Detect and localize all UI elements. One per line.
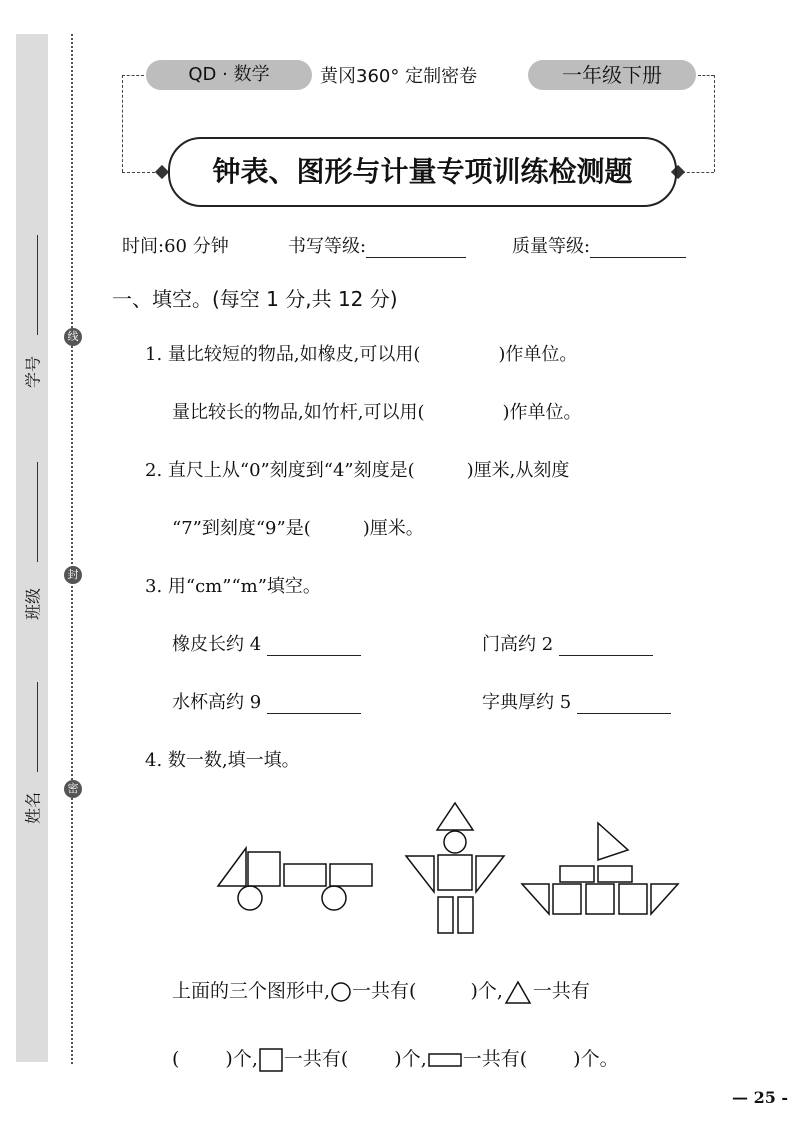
circle-icon [330,981,352,1003]
boat-hull-right [651,884,678,914]
q3-item-cup-label: 水杯高约 9 [172,692,262,713]
q3-item-eraser-label: 橡皮长约 4 [172,634,262,655]
grade-pill: 一年级下册 [528,60,696,90]
quality-grade-label: 质量等级: [512,236,591,257]
page-title: 钟表、图形与计量专项训练检测题 [168,137,677,207]
q1b-text: 量比较长的物品,如竹杆,可以用( [172,402,425,423]
car-rect-2 [330,864,372,886]
robot-body [438,855,472,890]
brand-text: 黄冈360° 定制密卷 [320,66,478,87]
robot-arm-left [406,856,434,892]
triangle-icon [503,979,533,1005]
boat-square-2 [586,884,614,914]
robot-head [444,831,466,853]
robot-hat-triangle [437,803,473,830]
question-3: 3. 用“cm”“m”填空。 [145,576,321,597]
q4-line1-pre: 上面的三个图形中, [172,980,331,1002]
q4-square-text: 一共有( [283,1048,349,1070]
q3-item-dictionary-label: 字典厚约 5 [482,692,572,713]
subject-pill: QD · 数学 [146,60,312,90]
q1a-post: )作单位。 [498,344,578,365]
boat-square-3 [619,884,647,914]
q4-rect-unit: )个。 [573,1048,619,1070]
seal-line: 线 [64,328,82,346]
q2b-post: )厘米。 [362,518,424,539]
q1b-post: )作单位。 [502,402,582,423]
rectangle-icon [427,1051,463,1069]
q4-circle-text: 一共有( [352,980,417,1002]
boat-hull-left [522,884,549,914]
q2b-text: “7”到刻度“9”是( [172,518,311,539]
car-triangle [218,848,246,886]
boat-cabin-2 [598,866,632,882]
robot-arm-right [476,856,504,892]
seal-seal: 封 [64,566,82,584]
car-wheel-left [238,886,262,910]
q4-triangle-text: 一共有 [532,980,590,1002]
q4-square-unit: )个, [394,1048,427,1070]
class-label: 班级 [23,587,43,621]
boat-square-1 [553,884,581,914]
q4-rect-text: 一共有( [462,1048,528,1070]
q4-line-2 [172,1044,619,1073]
square-icon [258,1047,284,1073]
q4-line2-open: ( [172,1048,180,1070]
car-rect-1 [284,864,326,886]
q4-line-1 [172,976,590,1005]
q4-triangle-unit: )个, [225,1048,258,1070]
boat-flag-triangle [598,823,628,860]
q2a-text: 2. 直尺上从“0”刻度到“4”刻度是( [145,460,415,481]
time-label: 时间:60 分钟 [122,236,229,257]
writing-grade-label: 书写等级: [288,236,367,257]
car-wheel-right [322,886,346,910]
question-4: 4. 数一数,填一填。 [145,750,300,771]
car-square [248,852,280,886]
section-heading: 一、填空。(每空 1 分,共 12 分) [112,287,398,311]
student-no-label: 学号 [23,355,43,389]
q1a-text: 1. 量比较短的物品,如橡皮,可以用( [145,344,421,365]
q2a-post: )厘米,从刻度 [466,460,570,481]
q4-circle-unit: )个, [470,980,503,1002]
q3-item-door-label: 门高约 2 [482,634,554,655]
seal-secret: 密 [64,780,82,798]
page-number: — 25 - [732,1088,789,1107]
robot-leg-right [458,897,473,933]
robot-leg-left [438,897,453,933]
name-label: 姓名 [23,791,43,825]
boat-cabin-1 [560,866,594,882]
